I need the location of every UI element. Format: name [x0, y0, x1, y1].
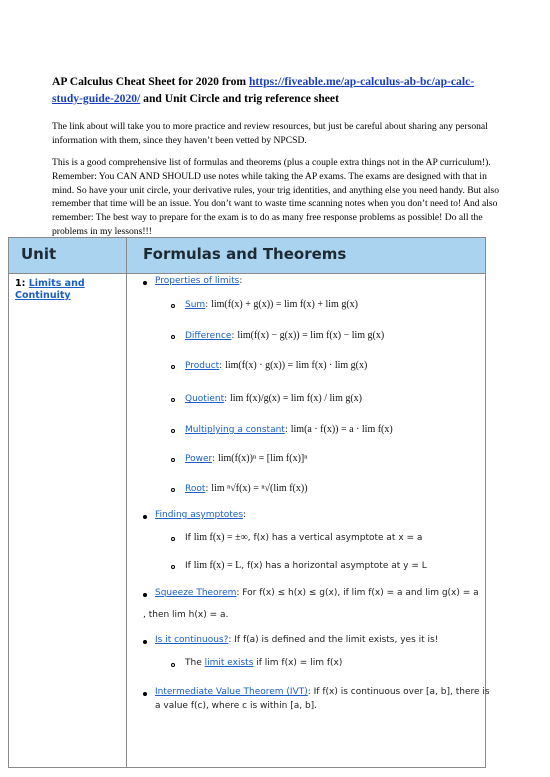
bullet-icon [143, 640, 147, 644]
constant-link[interactable]: Multiplying a constant [185, 425, 285, 435]
limit-exists-row [185, 658, 342, 668]
squeeze-text: : For f(x) ≤ h(x) ≤ g(x), if lim f(x) = a and lim g(x) = a [236, 588, 479, 598]
root-formula: lim ⁿ√f(x) = ⁿ√(lim f(x)) [211, 483, 308, 494]
sum-row: Sum: lim(f(x) + g(x)) = lim f(x) + lim g(x) [185, 299, 358, 310]
horizontal-asymptote-text: , f(x) has a horizontal asymptote at y = L [241, 561, 427, 571]
formula-table [8, 237, 490, 768]
bullet-icon [143, 281, 147, 285]
root-link[interactable]: Root [185, 484, 206, 494]
squeeze-row [155, 588, 479, 598]
vertical-asymptote-row [185, 532, 422, 543]
ivt-text: : If f(x) is continuous over [a, b], there is [307, 687, 490, 697]
vertical-asymptote-text: , f(x) has a vertical asymptote at x = a [247, 533, 423, 543]
circle-bullet-icon [171, 458, 175, 462]
circle-bullet-icon [171, 537, 175, 541]
vertical-limit-formula: lim f(x) = ±∞ [193, 532, 248, 543]
study-guide-link[interactable]: https://fiveable.me/ap-calculus-ab-bc/ap-calc-study-guide-2020/ [52, 75, 475, 105]
constant-formula: lim(a · f(x)) = a · lim f(x) [290, 424, 393, 435]
squeeze-link[interactable]: Squeeze Theorem [155, 588, 237, 598]
quotient-row: Quotient: lim f(x)/g(x) = lim f(x) / lim g(x) [185, 393, 363, 404]
quotient-formula: lim f(x)/g(x) = lim f(x) / lim g(x) [230, 393, 363, 404]
sum-formula: lim(f(x) + g(x)) = lim f(x) + lim g(x) [211, 299, 358, 310]
circle-bullet-icon [171, 565, 175, 569]
title-prefix: AP Calculus Cheat Sheet for 2020 from [52, 75, 249, 88]
continuous-row [155, 635, 438, 645]
advice-paragraph: This is a good comprehensive list of formulas and theorems (plus a couple extra things not in the AP curriculum!). Remember: You CAN AND SHOULD use notes while taking the AP exams. The exams are designed with that in mind. So have your unit circle, your derivative rules, your trig identities, and anything else you need handy. But also remember that time will be an issue. You don’t want to waste time scanning notes when you don’t need to! And also remember: The best way to prepare for the exam is to do as many free response problems as possible! Do all the problems in my lessons!!! [52, 157, 499, 237]
continuous-link[interactable]: Is it continuous? [155, 635, 229, 645]
ivt-link[interactable]: Intermediate Value Theorem (IVT) [155, 687, 308, 697]
table-header [9, 238, 485, 274]
horizontal-asymptote-row [185, 560, 427, 571]
root-row: Root: lim ⁿ√f(x) = ⁿ√(lim f(x)) [185, 483, 308, 494]
properties-row: Properties of limits: [155, 276, 243, 286]
difference-row: Difference: lim(f(x) − g(x)) = lim f(x) − lim g(x) [185, 330, 385, 341]
header-formulas: Formulas and Theorems [143, 245, 347, 263]
circle-bullet-icon [171, 429, 175, 433]
if-label: If [185, 561, 194, 571]
limit-exists-link[interactable]: limit exists [204, 658, 254, 668]
product-row: Product: lim(f(x) · g(x)) = lim f(x) · lim g(x) [185, 360, 368, 371]
quotient-link[interactable]: Quotient [185, 394, 225, 404]
power-link[interactable]: Power [185, 454, 213, 464]
the-label: The [185, 658, 205, 668]
circle-bullet-icon [171, 304, 175, 308]
constant-row: Multiplying a constant: lim(a · f(x)) = a · lim f(x) [185, 424, 393, 435]
power-row: Power: lim(f(x))ⁿ = [lim f(x)]ⁿ [185, 453, 308, 464]
product-link[interactable]: Product [185, 361, 220, 371]
circle-bullet-icon [171, 488, 175, 492]
unit-cell [15, 278, 123, 302]
header-unit: Unit [21, 245, 57, 263]
sum-link[interactable]: Sum [185, 300, 206, 310]
continuous-text: : If f(a) is defined and the limit exists, yes it is! [228, 635, 439, 645]
circle-bullet-icon [171, 398, 175, 402]
unit-link-limits-continuity[interactable]: Limits and Continuity [15, 278, 85, 301]
column-divider [126, 238, 127, 767]
limit-exists-text: if lim f(x) = lim f(x) [253, 658, 343, 668]
product-formula: lim(f(x) · g(x)) = lim f(x) · lim g(x) [225, 360, 368, 371]
circle-bullet-icon [171, 663, 175, 667]
circle-bullet-icon [171, 335, 175, 339]
bullet-icon [143, 593, 147, 597]
title-suffix: and Unit Circle and trig reference sheet [140, 92, 339, 105]
document-title [52, 73, 502, 107]
circle-bullet-icon [171, 365, 175, 369]
difference-formula: lim(f(x) − g(x)) = lim f(x) − lim g(x) [237, 330, 385, 341]
unit-number: 1: [15, 278, 29, 289]
properties-link[interactable]: Properties of limits [155, 276, 240, 286]
intro-paragraph: The link about will take you to more practice and review resources, but just be careful about sharing any personal information with them, since they haven’t been vetted by NPCSD. [52, 121, 488, 146]
bullet-icon [143, 515, 147, 519]
difference-link[interactable]: Difference [185, 331, 232, 341]
horizontal-limit-formula: lim f(x) = L [193, 560, 242, 571]
squeeze-continuation: , then lim h(x) = a. [143, 610, 229, 620]
if-label: If [185, 533, 194, 543]
asymptotes-link[interactable]: Finding asymptotes [155, 510, 244, 520]
bullet-icon [143, 692, 147, 696]
ivt-row [155, 687, 490, 697]
power-formula: lim(f(x))ⁿ = [lim f(x)]ⁿ [217, 453, 308, 464]
asymptotes-row: Finding asymptotes: [155, 510, 247, 520]
ivt-continuation: a value f(c), where c is within [a, b]. [155, 701, 318, 711]
